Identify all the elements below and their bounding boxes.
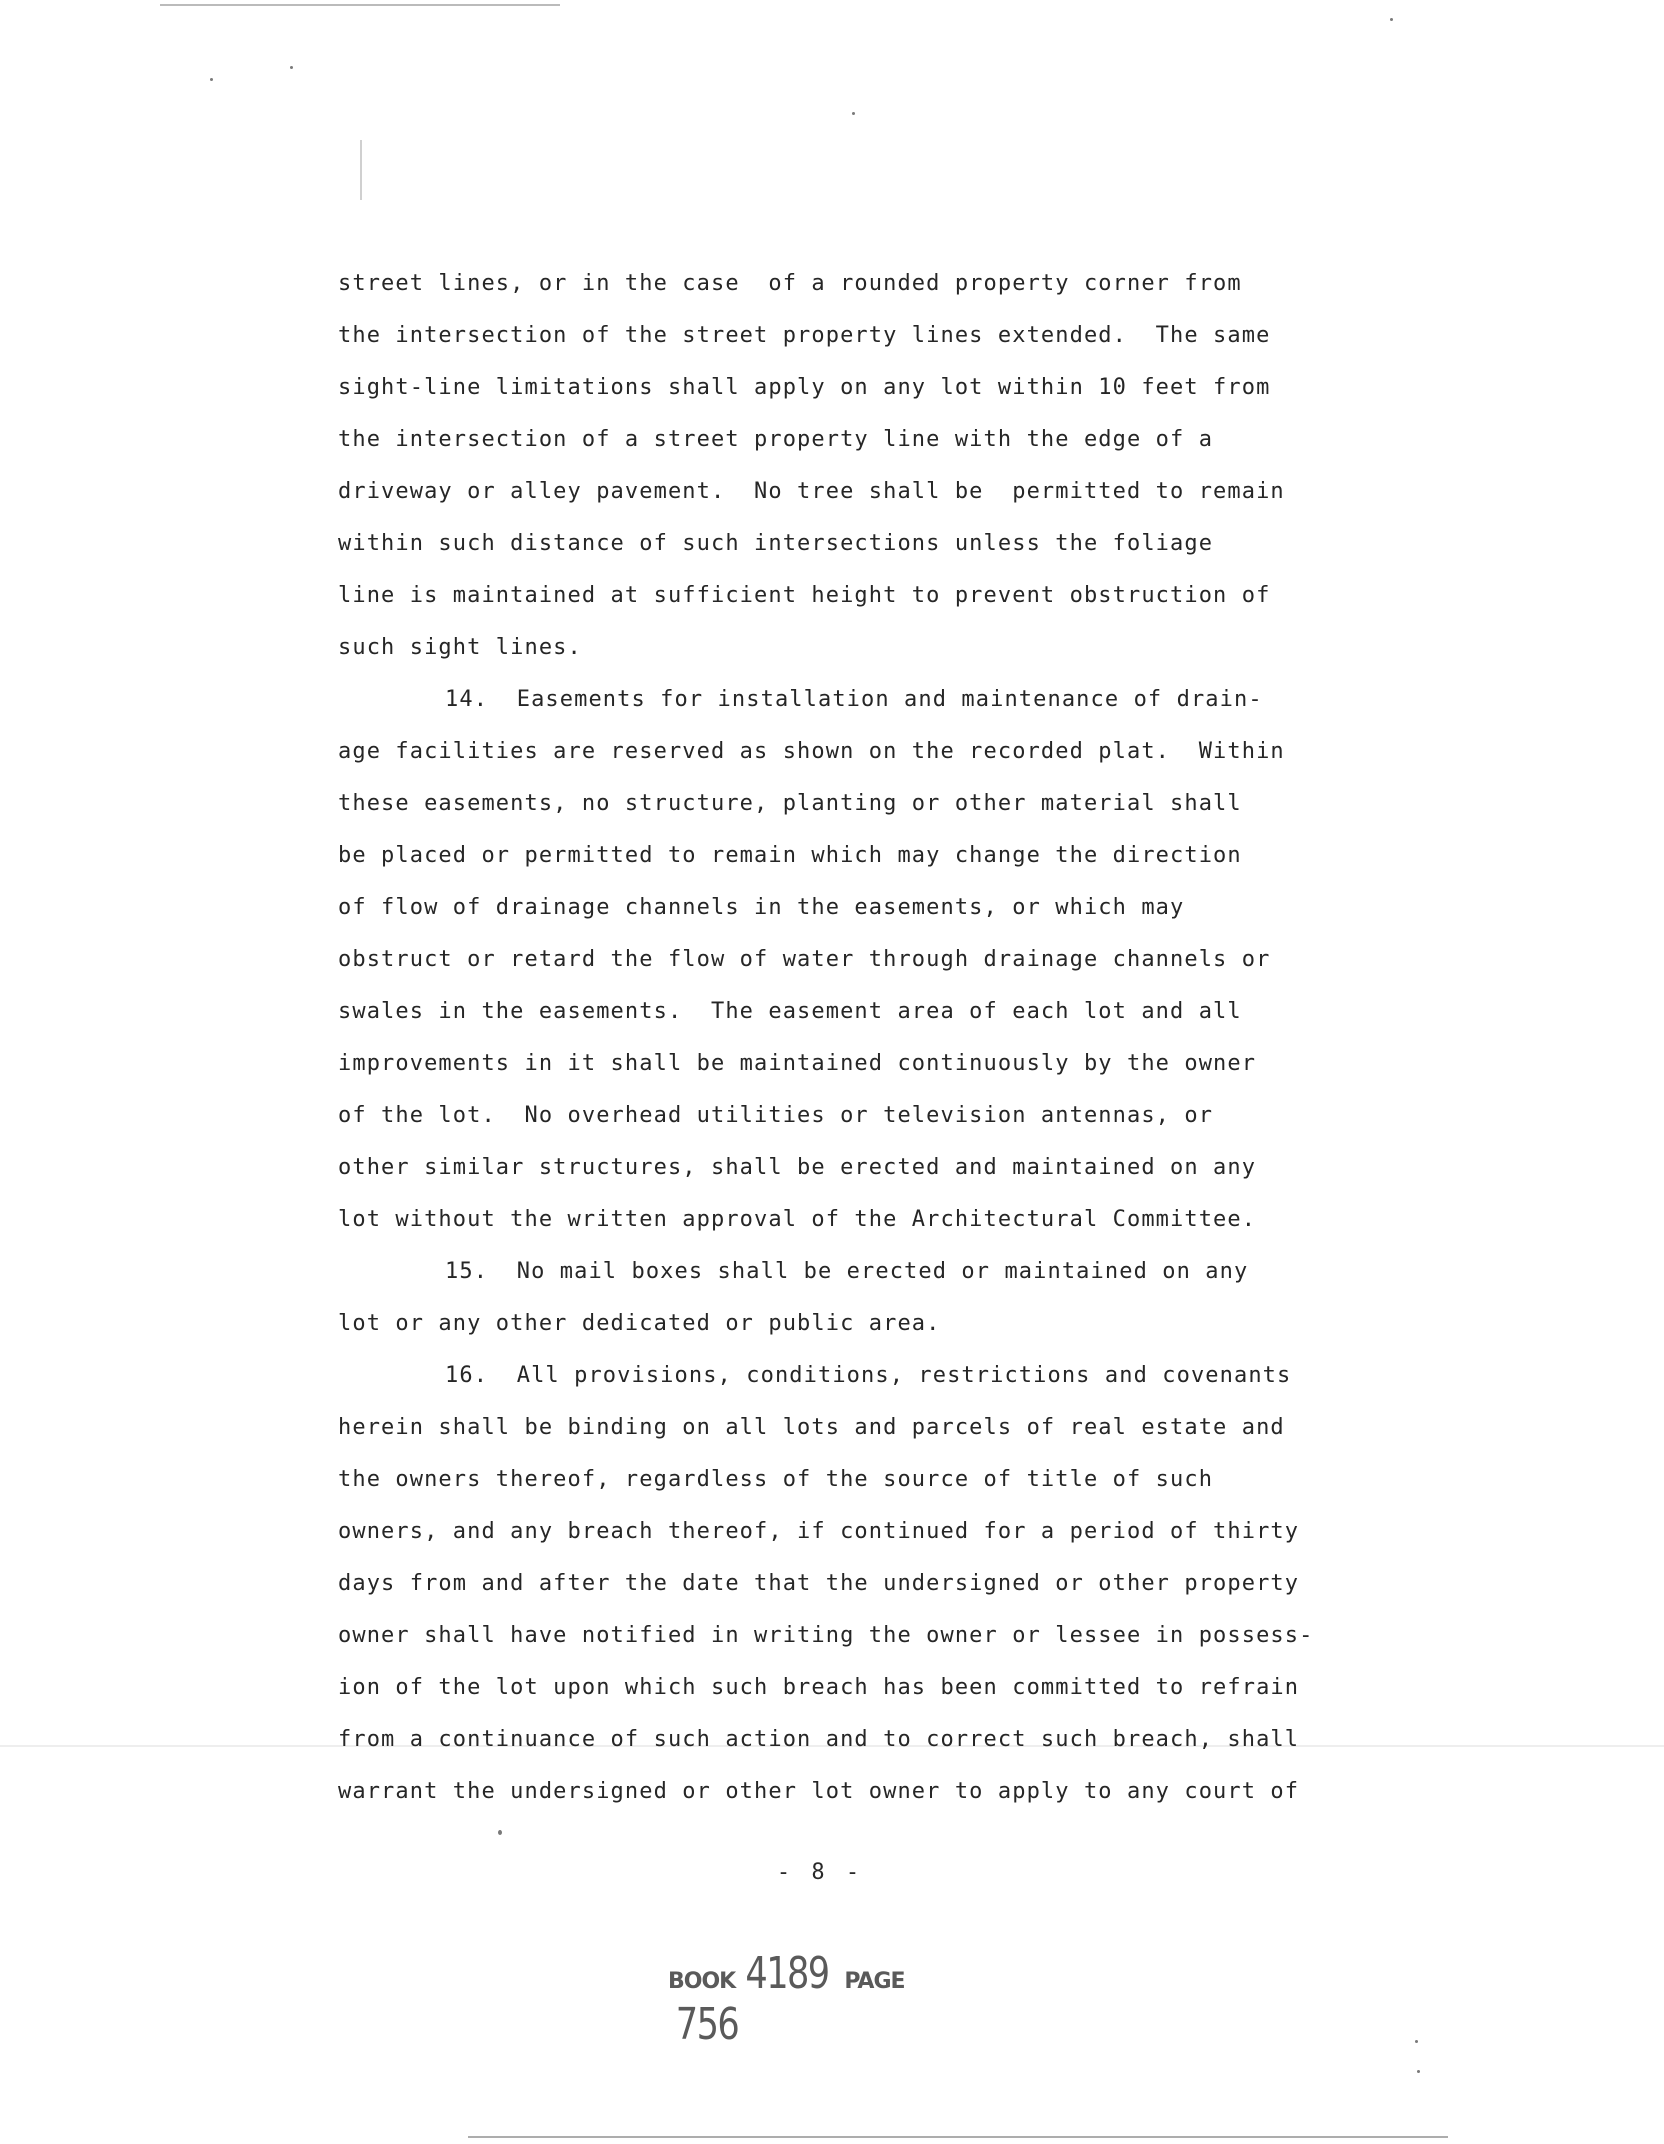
text-line: the owners thereof, regardless of the source of title of such xyxy=(338,1467,1214,1492)
scan-speck xyxy=(210,78,213,81)
scan-speck xyxy=(1415,2040,1418,2043)
text-line: line is maintained at sufficient height to prevent obstruction of xyxy=(338,583,1271,608)
scan-bottom-rule xyxy=(468,2136,1448,2138)
text-line: be placed or permitted to remain which may change the direction xyxy=(338,843,1242,868)
text-line: from a continuance of such action and to correct such breach, shall xyxy=(338,1727,1300,1752)
paragraph-14-start: 14. Easements for installation and maintenance of drain- xyxy=(445,687,1263,712)
text-line: sight-line limitations shall apply on any lot within 10 feet from xyxy=(338,375,1271,400)
text-line: obstruct or retard the flow of water through drainage channels or xyxy=(338,947,1271,972)
scan-speck xyxy=(1390,18,1393,21)
text-line: street lines, or in the case of a rounded property corner from xyxy=(338,271,1242,296)
text-line: warrant the undersigned or other lot owner to apply to any court of xyxy=(338,1779,1300,1804)
scan-speck xyxy=(852,112,855,115)
scan-top-rule xyxy=(160,4,560,6)
text-line: owner shall have notified in writing the owner or lessee in possess- xyxy=(338,1623,1314,1648)
text-line: driveway or alley pavement. No tree shall be permitted to remain xyxy=(338,479,1285,504)
text-line: of the lot. No overhead utilities or television antennas, or xyxy=(338,1103,1214,1128)
text-line: of flow of drainage channels in the easements, or which may xyxy=(338,895,1185,920)
scan-left-mark xyxy=(360,140,362,200)
page-number: - 8 - xyxy=(776,1860,864,1885)
text-line: these easements, no structure, planting or other material shall xyxy=(338,791,1242,816)
scan-speck xyxy=(498,1830,502,1835)
text-line: herein shall be binding on all lots and parcels of real estate and xyxy=(338,1415,1285,1440)
text-line: improvements in it shall be maintained continuously by the owner xyxy=(338,1051,1257,1076)
stamp-page-label: PAGE xyxy=(844,1969,905,1994)
text-line: owners, and any breach thereof, if continued for a period of thirty xyxy=(338,1519,1300,1544)
text-line: ion of the lot upon which such breach has been committed to refrain xyxy=(338,1675,1300,1700)
text-line: other similar structures, shall be erected and maintained on any xyxy=(338,1155,1257,1180)
text-line: the intersection of a street property line with the edge of a xyxy=(338,427,1214,452)
text-line: lot or any other dedicated or public area. xyxy=(338,1311,941,1336)
text-line: such sight lines. xyxy=(338,635,582,660)
body-text xyxy=(338,258,1400,1818)
stamp-book-number: 4189 xyxy=(745,1948,829,1999)
paragraph-16-start: 16. All provisions, conditions, restrictions and covenants xyxy=(445,1363,1292,1388)
book-page-stamp xyxy=(668,1948,948,2050)
stamp-page-number: 756 xyxy=(675,1999,739,2050)
text-line: lot without the written approval of the Architectural Committee. xyxy=(338,1207,1257,1232)
text-line: age facilities are reserved as shown on the recorded plat. Within xyxy=(338,739,1285,764)
text-line: swales in the easements. The easement area of each lot and all xyxy=(338,999,1242,1024)
text-line: within such distance of such intersections unless the foliage xyxy=(338,531,1214,556)
stamp-book-label: BOOK xyxy=(668,1969,736,1994)
scan-speck xyxy=(290,66,293,69)
text-line: days from and after the date that the undersigned or other property xyxy=(338,1571,1300,1596)
text-line: the intersection of the street property lines extended. The same xyxy=(338,323,1271,348)
scan-speck xyxy=(1417,2070,1420,2073)
paragraph-15-start: 15. No mail boxes shall be erected or maintained on any xyxy=(445,1259,1249,1284)
